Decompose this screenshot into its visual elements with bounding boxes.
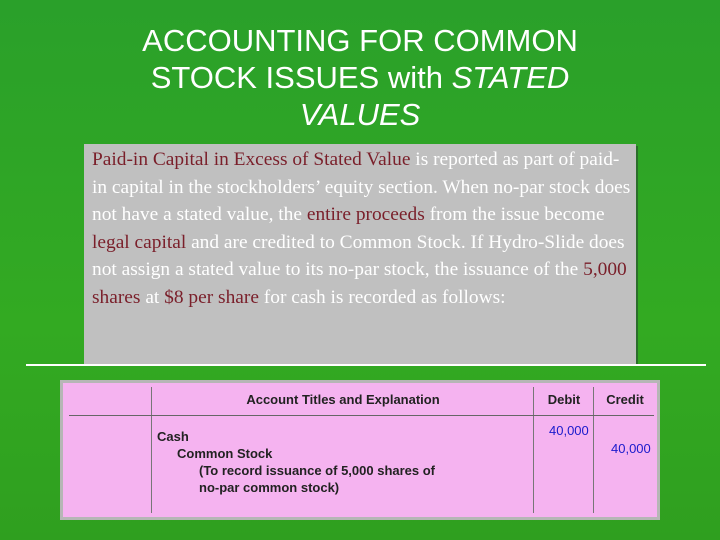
credit-account: Common Stock — [177, 446, 273, 461]
header-credit: Credit — [606, 391, 644, 407]
title-line-3: VALUES — [299, 97, 421, 132]
text-segment: from the issue become — [424, 204, 605, 226]
text-segment: at — [140, 286, 165, 308]
column-divider — [151, 387, 152, 513]
header-rule — [69, 415, 654, 416]
slide-title — [110, 22, 610, 133]
term-price: $8 per share — [164, 286, 259, 308]
text-segment: for cash is recorded as follows: — [258, 286, 506, 308]
column-divider — [593, 387, 594, 513]
explanation-line-2: no-par common stock) — [199, 480, 340, 495]
title-line-2-text: STOCK ISSUES with — [150, 60, 452, 95]
credit-amount: 40,000 — [611, 441, 651, 456]
title-line-2-italic: STATED — [451, 60, 570, 95]
header-account-titles: Account Titles and Explanation — [246, 391, 440, 407]
column-divider — [533, 387, 534, 513]
text-segment: and are credited to Common Stock. If Hydro-Slide does not assign a stated value to its no-par stock, the issuance of the — [92, 231, 625, 281]
debit-account: Cash — [157, 429, 189, 444]
explanation-line-1: (To record issuance of 5,000 shares of — [199, 463, 436, 478]
explanation-card — [84, 144, 636, 364]
term-paid-in-capital: Paid-in Capital in Excess of Stated Value — [92, 149, 411, 170]
title-line-1: ACCOUNTING FOR COMMON — [142, 23, 578, 58]
text-segment: is reported as part of paid-in capital in the stockholders’ equity section. When no-par stock does not have a stated value, the — [92, 149, 631, 226]
explanation-paragraph — [92, 146, 632, 312]
title-line-2 — [110, 59, 610, 96]
term-legal-capital: legal capital — [92, 231, 187, 253]
term-entire-proceeds: entire proceeds — [306, 204, 425, 226]
journal-entry-table — [60, 380, 660, 520]
divider-line — [26, 364, 706, 366]
header-debit: Debit — [547, 391, 581, 407]
term-shares: 5,000 shares — [92, 259, 627, 308]
debit-amount: 40,000 — [549, 423, 589, 438]
